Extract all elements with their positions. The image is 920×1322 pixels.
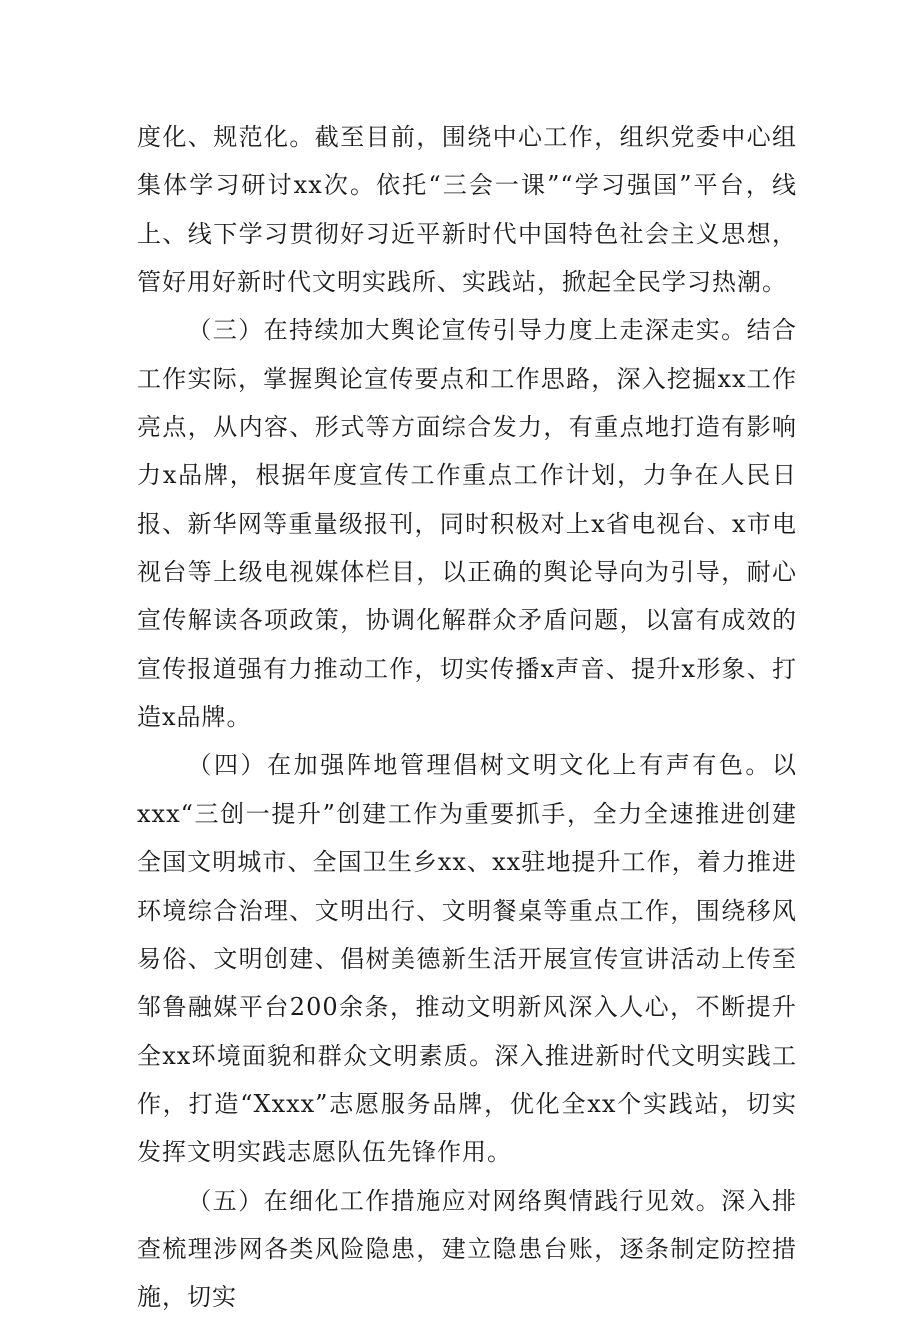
paragraph-continuation: 度化、规范化。截至目前，围绕中心工作，组织党委中心组集体学习研讨xx次。依托“三会一课”“学习强国”平台，线上、线下学习贯彻好习近平新时代中国特色社会主义思想，管好用好新时代文明实践所、实践站，掀起全民学习热潮。 <box>137 123 797 297</box>
paragraph-section-five: （五）在细化工作措施应对网络舆情践行见效。深入排查梳理涉网各类风险隐患，建立隐患台账，逐条制定防控措施，切实 <box>137 1186 797 1312</box>
paragraph-section-four: （四）在加强阵地管理倡树文明文化上有声有色。以xxx“三创一提升”创建工作为重要抓手，全力全速推进创建全国文明城市、全国卫生乡xx、xx驻地提升工作，着力推进环境综合治理、文明出行、文明餐桌等重点工作，围绕移风易俗、文明创建、倡树美德新生活开展宣传宣讲活动上传至邹鲁融媒平台200余条，推动文明新风深入人心，不断提升全xx环境面貌和群众文明素质。深入推进新时代文明实践工作，打造“Xxxx”志愿服务品牌，优化全xx个实践站，切实发挥文明实践志愿队伍先锋作用。 <box>137 751 797 1167</box>
paragraph-section-three: （三）在持续加大舆论宣传引导力度上走深走实。结合工作实际，掌握舆论宣传要点和工作思路，深入挖掘xx工作亮点，从内容、形式等方面综合发力，有重点地打造有影响力x品牌，根据年度宣传工作重点工作计划，力争在人民日报、新华网等重量级报刊，同时积极对上x省电视台、x市电视台等上级电视媒体栏目，以正确的舆论导向为引导，耐心宣传解读各项政策，协调化解群众矛盾问题，以富有成效的宣传报道强有力推动工作，切实传播x声音、提升x形象、打造x品牌。 <box>137 316 797 732</box>
document-body <box>137 113 797 1322</box>
